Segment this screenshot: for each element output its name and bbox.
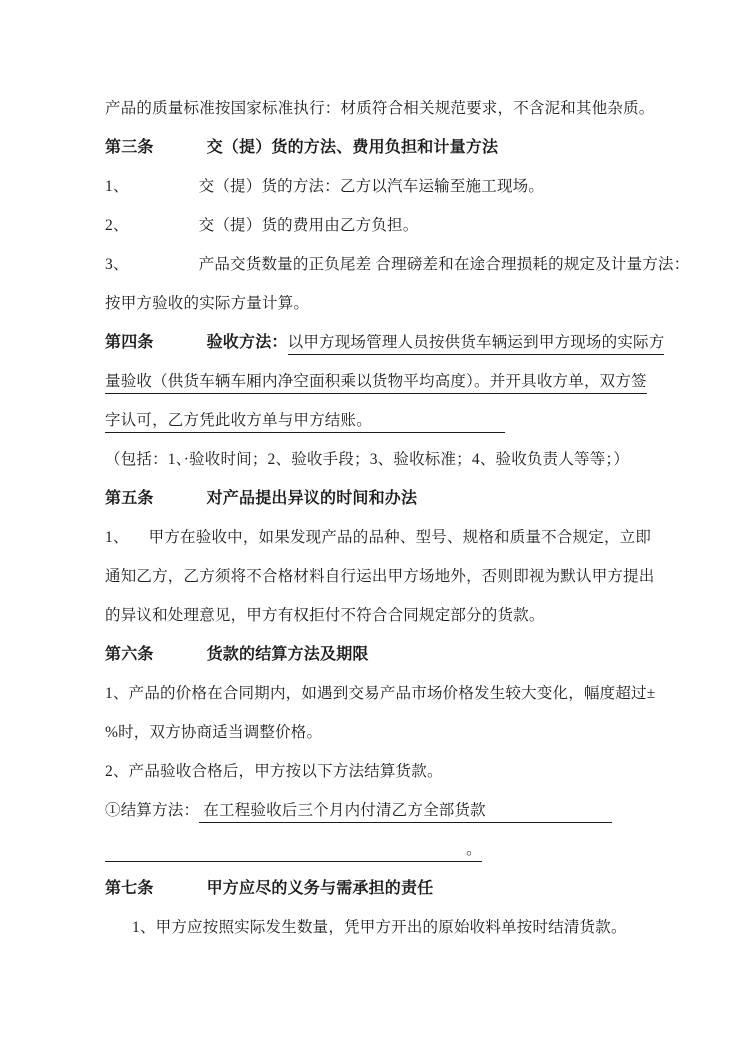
text-run: 2、产品验收合格后，甲方按以下方法结算货款。 [105, 763, 443, 780]
text-run: 验收方法： [206, 334, 288, 351]
paragraph-quality-standard [105, 89, 708, 128]
tab-spacer [129, 541, 149, 542]
article-5-heading [105, 479, 708, 518]
article-3-item-3-cont [105, 284, 708, 323]
text-run: 交（提）货的费用由乙方负担。 [198, 217, 419, 234]
text-run: 按甲方验收的实际方量计算。 [105, 295, 310, 312]
article-6-item-2 [105, 752, 708, 791]
article-3-item-1 [105, 167, 708, 206]
text-run: 2、 [105, 217, 129, 234]
text-run: 1、甲方应按照实际发生数量，凭甲方开出的原始收料单按时结清货款。 [132, 919, 627, 936]
text-run: 以甲方现场管理人员按供货车辆运到甲方现场的实际方 [288, 334, 665, 355]
text-run: 在工程验收后三个月内付清乙方全部货款 [199, 802, 486, 823]
text-run: 1、 [105, 178, 129, 195]
text-run: 量验收（供货车辆车厢内净空面积乘以货物平均高度）。并开具收方单，双方签 [105, 373, 647, 394]
article-3-item-3 [105, 245, 708, 284]
text-run: 交（提）货的方法、费用负担和计量方法 [206, 139, 499, 156]
article-4-body-cont-2 [105, 401, 708, 440]
text-run: 1、 [105, 529, 129, 546]
tab-spacer [129, 268, 199, 269]
text-run: 第三条 [105, 139, 154, 156]
article-6-heading [105, 635, 708, 674]
text-run: 的异议和处理意见，甲方有权拒付不符合合同规定部分的货款。 [105, 607, 545, 624]
tab-spacer [154, 658, 207, 659]
article-4-body-cont-1 [105, 362, 708, 401]
tab-spacer [105, 931, 132, 932]
article-3-heading [105, 128, 708, 167]
text-run: 第六条 [105, 646, 154, 663]
article-7-heading [105, 869, 708, 908]
tab-spacer [154, 151, 207, 152]
text-run: %时，双方协商适当调整价格。 [105, 724, 323, 741]
text-run: 货款的结算方法及期限 [206, 646, 369, 663]
blank-underline [364, 412, 505, 433]
text-run: 字认可，乙方凭此收方单与甲方结账。 [105, 412, 364, 433]
blank-underline: 。 [105, 841, 482, 862]
article-4-note [105, 440, 708, 479]
article-3-item-2 [105, 206, 708, 245]
text-run: 3、 [105, 256, 129, 273]
article-6-item-1-cont [105, 713, 708, 752]
text-run: 产品交货数量的正负尾差 合理磅差和在途合理损耗的规定及计量方法： [198, 256, 690, 273]
text-run: 第七条 [105, 880, 154, 897]
text-run: 第五条 [105, 490, 154, 507]
article-5-item-1-cont-1 [105, 557, 708, 596]
text-run: 甲方应尽的义务与需承担的责任 [206, 880, 434, 897]
tab-spacer [154, 502, 207, 503]
text-run: 产品的质量标准按国家标准执行：材质符合相关规范要求，不含泥和其他杂质。 [105, 100, 655, 117]
blank-underline [486, 802, 612, 823]
tab-spacer [129, 190, 199, 191]
text-run: 通知乙方，乙方须将不合格材料自行运出甲方场地外，否则即视为默认甲方提出 [105, 568, 655, 585]
article-4-heading [105, 323, 708, 362]
tab-spacer [154, 346, 207, 347]
text-run: 甲方在验收中，如果发现产品的品种、型号、规格和质量不合规定，立即 [148, 529, 652, 546]
article-7-item-1 [105, 908, 708, 947]
article-6-settlement-method [105, 791, 708, 830]
text-run: 1、产品的价格在合同期内，如遇到交易产品市场价格发生较大变化，幅度超过± [105, 685, 656, 702]
article-6-item-1 [105, 674, 708, 713]
tab-spacer [129, 229, 199, 230]
text-run: 交（提）货的方法：乙方以汽车运输至施工现场。 [198, 178, 545, 195]
text-run: 第四条 [105, 334, 154, 351]
text-run: ①结算方法： [105, 802, 200, 819]
article-5-item-1 [105, 518, 708, 557]
article-6-settlement-blank [105, 830, 708, 869]
tab-spacer [154, 892, 207, 893]
text-run: （包括：1、·验收时间；2、验收手段；3、验收标准；4、验收负责人等等；） [105, 451, 630, 468]
text-run: 对产品提出异议的时间和办法 [206, 490, 418, 507]
article-5-item-1-cont-2 [105, 596, 708, 635]
